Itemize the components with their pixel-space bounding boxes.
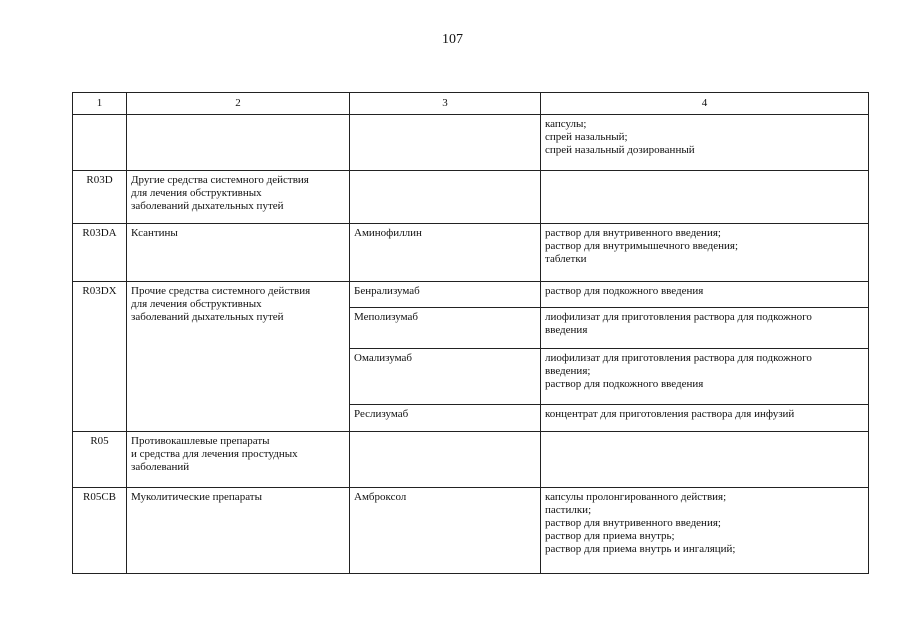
dosage-form-line: раствор для внутримышечного введения; (545, 240, 739, 252)
dosage-forms-cell (541, 115, 869, 171)
dosage-forms-cell (541, 171, 869, 224)
group-text-line: заболеваний дыхательных путей (131, 200, 284, 212)
dosage-form-line: спрей назальный; (545, 131, 628, 143)
atc-code-cell: R03DA (73, 224, 127, 282)
pharmacological-group-cell (127, 432, 350, 488)
dosage-form-line: пастилки; (545, 504, 592, 516)
table-header-row (73, 93, 869, 115)
table-row (73, 115, 869, 171)
dosage-forms-cell (541, 405, 869, 432)
drug-name-cell: Омализумаб (350, 349, 541, 405)
atc-code-cell: R03DX (73, 282, 127, 432)
dosage-form-line: введения; (545, 365, 591, 377)
drug-classification-table (72, 92, 869, 574)
dosage-form-line: раствор для подкожного введения (545, 285, 704, 297)
drug-name-cell: Амброксол (350, 488, 541, 574)
dosage-form-line: раствор для подкожного введения (545, 378, 704, 390)
column-header: 4 (541, 93, 869, 115)
column-header: 2 (127, 93, 350, 115)
table-row (73, 282, 869, 308)
dosage-forms-cell (541, 224, 869, 282)
drug-name-cell (350, 115, 541, 171)
group-text-line: заболеваний (131, 461, 190, 473)
table-row (73, 432, 869, 488)
dosage-form-line: капсулы пролонгированного действия; (545, 491, 727, 503)
table-row (73, 171, 869, 224)
table-body (73, 115, 869, 574)
group-text-line: Другие средства системного действия (131, 174, 309, 186)
atc-code-cell (73, 115, 127, 171)
dosage-forms-cell (541, 282, 869, 308)
dosage-forms-cell (541, 488, 869, 574)
group-text-line: заболеваний дыхательных путей (131, 311, 284, 323)
group-text-line: Муколитические препараты (131, 491, 262, 503)
dosage-form-line: таблетки (545, 253, 587, 265)
dosage-form-line: капсулы; (545, 118, 587, 130)
group-text-line: Противокашлевые препараты (131, 435, 270, 447)
atc-code-cell: R05CB (73, 488, 127, 574)
drug-name-cell: Бенрализумаб (350, 282, 541, 308)
dosage-form-line: лиофилизат для приготовления раствора для подкожного (545, 311, 812, 323)
dosage-forms-cell (541, 432, 869, 488)
dosage-form-line: спрей назальный дозированный (545, 144, 695, 156)
page-number: 107 (442, 32, 463, 47)
group-text-line: Ксантины (131, 227, 178, 239)
table-row (73, 224, 869, 282)
pharmacological-group-cell (127, 282, 350, 432)
atc-code-cell: R03D (73, 171, 127, 224)
pharmacological-group-cell (127, 171, 350, 224)
dosage-forms-cell (541, 308, 869, 349)
pharmacological-group-cell (127, 224, 350, 282)
dosage-form-line: лиофилизат для приготовления раствора для подкожного (545, 352, 812, 364)
dosage-form-line: раствор для приема внутрь и ингаляций; (545, 543, 736, 555)
group-text-line: для лечения обструктивных (131, 187, 262, 199)
drug-name-cell: Аминофиллин (350, 224, 541, 282)
column-header: 1 (73, 93, 127, 115)
group-text-line: Прочие средства системного действия (131, 285, 311, 297)
group-text-line: и средства для лечения простудных (131, 448, 298, 460)
dosage-form-line: раствор для внутривенного введения; (545, 227, 721, 239)
pharmacological-group-cell (127, 115, 350, 171)
atc-code-cell: R05 (73, 432, 127, 488)
dosage-form-line: раствор для внутривенного введения; (545, 517, 721, 529)
drug-name-cell: Реслизумаб (350, 405, 541, 432)
group-text-line: для лечения обструктивных (131, 298, 262, 310)
drug-name-cell: Меполизумаб (350, 308, 541, 349)
dosage-form-line: концентрат для приготовления раствора для инфузий (545, 408, 795, 420)
pharmacological-group-cell (127, 488, 350, 574)
dosage-form-line: раствор для приема внутрь; (545, 530, 675, 542)
table-row (73, 488, 869, 574)
column-header: 3 (350, 93, 541, 115)
drug-name-cell (350, 171, 541, 224)
dosage-form-line: введения (545, 324, 588, 336)
dosage-forms-cell (541, 349, 869, 405)
drug-name-cell (350, 432, 541, 488)
